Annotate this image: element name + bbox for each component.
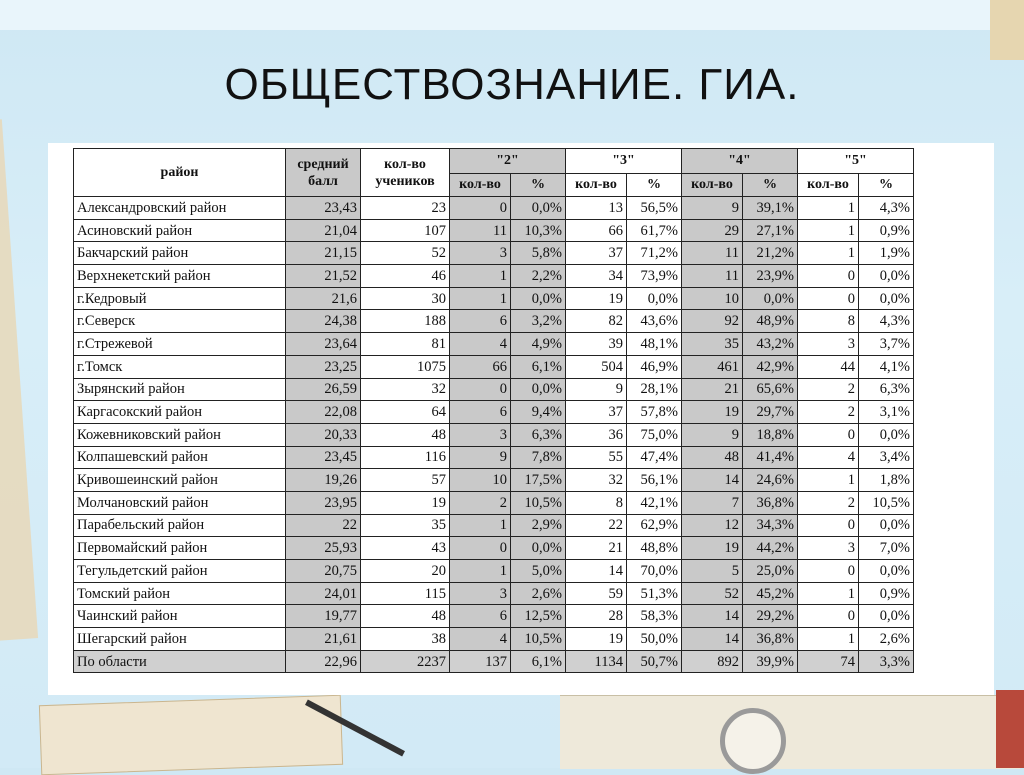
cell-grade2-count: 11: [450, 219, 511, 242]
cell-avg-score: 19,26: [286, 469, 361, 492]
cell-grade5-count: 1: [798, 219, 859, 242]
header-students: кол-во учеников: [361, 149, 450, 197]
cell-students: 115: [361, 582, 450, 605]
cell-grade2-percent: 0,0%: [511, 197, 566, 220]
cell-avg-score: 26,59: [286, 378, 361, 401]
cell-grade5-count: 1: [798, 628, 859, 651]
header-grade-4: "4": [682, 149, 798, 174]
header-district: район: [74, 149, 286, 197]
cell-grade4-percent: 29,2%: [743, 605, 798, 628]
cell-grade5-percent: 3,3%: [859, 650, 914, 673]
cell-grade3-percent: 56,5%: [627, 197, 682, 220]
cell-grade5-percent: 0,0%: [859, 605, 914, 628]
table-row: [74, 287, 914, 310]
subheader-percent: %: [627, 174, 682, 197]
cell-grade4-count: 21: [682, 378, 743, 401]
cell-grade2-count: 0: [450, 378, 511, 401]
cell-district: Александровский район: [74, 197, 286, 220]
cell-grade3-count: 34: [566, 265, 627, 288]
cell-grade3-count: 9: [566, 378, 627, 401]
cell-students: 81: [361, 333, 450, 356]
table-row: [74, 514, 914, 537]
cell-grade2-count: 6: [450, 401, 511, 424]
cell-grade4-count: 11: [682, 242, 743, 265]
cell-students: 32: [361, 378, 450, 401]
cell-grade3-count: 55: [566, 446, 627, 469]
cell-grade2-count: 2: [450, 491, 511, 514]
cell-grade4-count: 29: [682, 219, 743, 242]
cell-grade4-percent: 41,4%: [743, 446, 798, 469]
cell-grade5-percent: 4,3%: [859, 310, 914, 333]
cell-avg-score: 21,52: [286, 265, 361, 288]
table-row: [74, 491, 914, 514]
table-body: [74, 197, 914, 673]
cell-grade3-percent: 51,3%: [627, 582, 682, 605]
cell-grade5-percent: 6,3%: [859, 378, 914, 401]
cell-grade3-percent: 47,4%: [627, 446, 682, 469]
cell-grade3-count: 19: [566, 287, 627, 310]
table-row: [74, 219, 914, 242]
cell-grade3-count: 59: [566, 582, 627, 605]
cell-avg-score: 23,45: [286, 446, 361, 469]
cell-district: г.Кедровый: [74, 287, 286, 310]
cell-avg-score: 23,64: [286, 333, 361, 356]
cell-grade4-percent: 43,2%: [743, 333, 798, 356]
cell-grade2-percent: 6,1%: [511, 355, 566, 378]
cell-grade5-count: 1: [798, 469, 859, 492]
cell-grade2-count: 1: [450, 514, 511, 537]
cell-grade5-percent: 1,9%: [859, 242, 914, 265]
cell-grade4-percent: 44,2%: [743, 537, 798, 560]
cell-grade2-percent: 0,0%: [511, 378, 566, 401]
top-band: [0, 0, 1024, 30]
cell-grade3-percent: 0,0%: [627, 287, 682, 310]
cell-students: 46: [361, 265, 450, 288]
cell-grade5-percent: 3,4%: [859, 446, 914, 469]
table-total-row: [74, 650, 914, 673]
cell-grade2-percent: 5,8%: [511, 242, 566, 265]
cell-grade2-count: 6: [450, 605, 511, 628]
cell-grade5-count: 3: [798, 333, 859, 356]
cell-grade4-count: 14: [682, 605, 743, 628]
cell-grade2-percent: 4,9%: [511, 333, 566, 356]
cell-grade4-percent: 36,8%: [743, 628, 798, 651]
decorative-paper-right: [990, 0, 1024, 60]
cell-grade5-percent: 10,5%: [859, 491, 914, 514]
table-row: [74, 469, 914, 492]
cell-grade4-count: 19: [682, 537, 743, 560]
cell-avg-score: 22,08: [286, 401, 361, 424]
cell-avg-score: 20,75: [286, 560, 361, 583]
cell-grade5-count: 2: [798, 401, 859, 424]
cell-grade2-percent: 6,1%: [511, 650, 566, 673]
subheader-percent: %: [511, 174, 566, 197]
cell-district: Бакчарский район: [74, 242, 286, 265]
cell-district: Первомайский район: [74, 537, 286, 560]
cell-grade5-percent: 0,0%: [859, 287, 914, 310]
cell-grade5-percent: 0,9%: [859, 219, 914, 242]
subheader-count: кол-во: [682, 174, 743, 197]
cell-grade3-count: 1134: [566, 650, 627, 673]
cell-grade2-count: 0: [450, 537, 511, 560]
cell-grade5-count: 44: [798, 355, 859, 378]
cell-avg-score: 21,6: [286, 287, 361, 310]
cell-grade5-count: 8: [798, 310, 859, 333]
cell-grade2-count: 3: [450, 423, 511, 446]
cell-grade4-percent: 18,8%: [743, 423, 798, 446]
cell-grade4-count: 7: [682, 491, 743, 514]
cell-grade4-count: 48: [682, 446, 743, 469]
cell-grade4-percent: 21,2%: [743, 242, 798, 265]
cell-grade5-count: 0: [798, 265, 859, 288]
cell-grade4-count: 9: [682, 197, 743, 220]
cell-district: Зырянский район: [74, 378, 286, 401]
cell-grade5-count: 0: [798, 560, 859, 583]
cell-grade3-percent: 48,8%: [627, 537, 682, 560]
cell-grade5-percent: 3,7%: [859, 333, 914, 356]
cell-grade4-percent: 25,0%: [743, 560, 798, 583]
cell-grade3-percent: 42,1%: [627, 491, 682, 514]
cell-grade4-percent: 65,6%: [743, 378, 798, 401]
table-row: [74, 446, 914, 469]
cell-district: Чаинский район: [74, 605, 286, 628]
cell-district: Тегульдетский район: [74, 560, 286, 583]
cell-grade4-percent: 36,8%: [743, 491, 798, 514]
cell-grade4-count: 11: [682, 265, 743, 288]
cell-grade5-percent: 0,0%: [859, 265, 914, 288]
cell-avg-score: 21,04: [286, 219, 361, 242]
cell-grade2-percent: 0,0%: [511, 287, 566, 310]
cell-grade4-count: 19: [682, 401, 743, 424]
cell-grade4-count: 35: [682, 333, 743, 356]
cell-grade2-count: 4: [450, 333, 511, 356]
cell-district: Верхнекетский район: [74, 265, 286, 288]
cell-grade3-percent: 57,8%: [627, 401, 682, 424]
cell-district: Шегарский район: [74, 628, 286, 651]
cell-students: 52: [361, 242, 450, 265]
cell-grade3-percent: 61,7%: [627, 219, 682, 242]
table-row: [74, 560, 914, 583]
cell-grade5-count: 2: [798, 491, 859, 514]
cell-students: 20: [361, 560, 450, 583]
magnifier-icon: [720, 708, 786, 774]
cell-grade3-percent: 50,7%: [627, 650, 682, 673]
header-grade-2: "2": [450, 149, 566, 174]
cell-grade5-percent: 7,0%: [859, 537, 914, 560]
cell-grade5-count: 1: [798, 582, 859, 605]
cell-students: 30: [361, 287, 450, 310]
cell-grade4-count: 9: [682, 423, 743, 446]
cell-grade3-percent: 46,9%: [627, 355, 682, 378]
table-row: [74, 355, 914, 378]
cell-grade3-count: 36: [566, 423, 627, 446]
table-row: [74, 242, 914, 265]
cell-avg-score: 20,33: [286, 423, 361, 446]
cell-grade4-percent: 42,9%: [743, 355, 798, 378]
decorative-paper-bottom: [560, 695, 1020, 769]
cell-grade4-percent: 34,3%: [743, 514, 798, 537]
cell-grade2-percent: 10,5%: [511, 628, 566, 651]
cell-grade5-count: 1: [798, 242, 859, 265]
cell-district: Молчановский район: [74, 491, 286, 514]
cell-grade5-count: 4: [798, 446, 859, 469]
results-table: [73, 148, 914, 673]
cell-grade5-count: 0: [798, 287, 859, 310]
cell-district: Кожевниковский район: [74, 423, 286, 446]
cell-grade2-count: 3: [450, 242, 511, 265]
cell-students: 57: [361, 469, 450, 492]
cell-grade4-count: 10: [682, 287, 743, 310]
cell-grade2-percent: 2,6%: [511, 582, 566, 605]
cell-students: 43: [361, 537, 450, 560]
subheader-percent: %: [743, 174, 798, 197]
cell-grade2-count: 4: [450, 628, 511, 651]
cell-grade3-count: 37: [566, 401, 627, 424]
cell-grade2-percent: 2,2%: [511, 265, 566, 288]
table-row: [74, 378, 914, 401]
cell-grade3-count: 82: [566, 310, 627, 333]
cell-grade3-count: 37: [566, 242, 627, 265]
cell-grade5-percent: 1,8%: [859, 469, 914, 492]
cell-district: Асиновский район: [74, 219, 286, 242]
cell-grade4-count: 14: [682, 628, 743, 651]
cell-district: Томский район: [74, 582, 286, 605]
cell-grade5-percent: 2,6%: [859, 628, 914, 651]
header-avg-score: средний балл: [286, 149, 361, 197]
cell-grade2-count: 1: [450, 265, 511, 288]
cell-students: 23: [361, 197, 450, 220]
cell-students: 116: [361, 446, 450, 469]
subheader-count: кол-во: [798, 174, 859, 197]
cell-grade5-count: 0: [798, 605, 859, 628]
table-row: [74, 310, 914, 333]
cell-grade3-count: 19: [566, 628, 627, 651]
cell-grade4-percent: 0,0%: [743, 287, 798, 310]
cell-grade3-percent: 28,1%: [627, 378, 682, 401]
cell-grade2-count: 3: [450, 582, 511, 605]
cell-grade5-percent: 0,0%: [859, 514, 914, 537]
cell-grade2-percent: 12,5%: [511, 605, 566, 628]
decorative-notebook: [39, 695, 343, 775]
cell-avg-score: 24,01: [286, 582, 361, 605]
cell-grade5-count: 74: [798, 650, 859, 673]
cell-avg-score: 21,61: [286, 628, 361, 651]
cell-grade5-percent: 0,0%: [859, 560, 914, 583]
cell-grade4-count: 5: [682, 560, 743, 583]
cell-grade2-percent: 2,9%: [511, 514, 566, 537]
cell-grade2-count: 1: [450, 560, 511, 583]
cell-avg-score: 23,43: [286, 197, 361, 220]
cell-grade3-count: 504: [566, 355, 627, 378]
cell-grade5-count: 0: [798, 514, 859, 537]
cell-grade5-percent: 3,1%: [859, 401, 914, 424]
cell-grade3-percent: 62,9%: [627, 514, 682, 537]
cell-avg-score: 23,25: [286, 355, 361, 378]
table-row: [74, 605, 914, 628]
decorative-paper-left: [0, 119, 38, 641]
cell-avg-score: 19,77: [286, 605, 361, 628]
cell-grade3-count: 66: [566, 219, 627, 242]
cell-grade2-count: 66: [450, 355, 511, 378]
subheader-count: кол-во: [450, 174, 511, 197]
cell-avg-score: 23,95: [286, 491, 361, 514]
cell-students: 48: [361, 605, 450, 628]
cell-district: г.Стрежевой: [74, 333, 286, 356]
cell-grade4-percent: 39,9%: [743, 650, 798, 673]
cell-grade2-percent: 7,8%: [511, 446, 566, 469]
cell-grade3-percent: 75,0%: [627, 423, 682, 446]
cell-district: По области: [74, 650, 286, 673]
cell-grade4-count: 12: [682, 514, 743, 537]
cell-students: 35: [361, 514, 450, 537]
cell-grade2-percent: 5,0%: [511, 560, 566, 583]
cell-grade2-count: 1: [450, 287, 511, 310]
cell-district: Кривошеинский район: [74, 469, 286, 492]
cell-grade5-percent: 4,1%: [859, 355, 914, 378]
cell-grade3-count: 13: [566, 197, 627, 220]
cell-grade2-percent: 17,5%: [511, 469, 566, 492]
cell-avg-score: 24,38: [286, 310, 361, 333]
cell-students: 38: [361, 628, 450, 651]
cell-grade2-count: 137: [450, 650, 511, 673]
cell-grade2-count: 9: [450, 446, 511, 469]
subheader-count: кол-во: [566, 174, 627, 197]
cell-grade4-percent: 45,2%: [743, 582, 798, 605]
cell-grade5-count: 1: [798, 197, 859, 220]
cell-grade3-percent: 43,6%: [627, 310, 682, 333]
cell-grade3-count: 8: [566, 491, 627, 514]
header-grade-5: "5": [798, 149, 914, 174]
cell-grade4-percent: 48,9%: [743, 310, 798, 333]
cell-grade5-percent: 0,9%: [859, 582, 914, 605]
cell-grade3-percent: 71,2%: [627, 242, 682, 265]
cell-grade4-percent: 24,6%: [743, 469, 798, 492]
cell-avg-score: 22: [286, 514, 361, 537]
cell-grade3-count: 39: [566, 333, 627, 356]
cell-district: Парабельский район: [74, 514, 286, 537]
cell-students: 2237: [361, 650, 450, 673]
cell-grade5-count: 3: [798, 537, 859, 560]
cell-grade2-percent: 0,0%: [511, 537, 566, 560]
cell-grade2-percent: 9,4%: [511, 401, 566, 424]
cell-grade4-count: 52: [682, 582, 743, 605]
subheader-percent: %: [859, 174, 914, 197]
cell-grade4-count: 461: [682, 355, 743, 378]
header-grade-3: "3": [566, 149, 682, 174]
cell-grade5-percent: 0,0%: [859, 423, 914, 446]
cell-grade3-count: 32: [566, 469, 627, 492]
cell-students: 64: [361, 401, 450, 424]
cell-grade4-percent: 27,1%: [743, 219, 798, 242]
cell-avg-score: 25,93: [286, 537, 361, 560]
cell-grade4-count: 892: [682, 650, 743, 673]
cell-grade4-percent: 39,1%: [743, 197, 798, 220]
cell-grade4-count: 14: [682, 469, 743, 492]
cell-students: 188: [361, 310, 450, 333]
table-row: [74, 401, 914, 424]
decorative-book-right: [996, 690, 1024, 768]
cell-students: 48: [361, 423, 450, 446]
slide-title: ОБЩЕСТВОЗНАНИЕ. ГИА.: [224, 60, 800, 109]
cell-grade2-percent: 6,3%: [511, 423, 566, 446]
table-header-row: [74, 149, 914, 174]
cell-grade3-percent: 48,1%: [627, 333, 682, 356]
cell-district: г.Томск: [74, 355, 286, 378]
table-row: [74, 582, 914, 605]
cell-grade2-percent: 3,2%: [511, 310, 566, 333]
cell-grade3-percent: 70,0%: [627, 560, 682, 583]
table-row: [74, 197, 914, 220]
cell-grade4-percent: 23,9%: [743, 265, 798, 288]
cell-grade2-count: 0: [450, 197, 511, 220]
cell-grade4-count: 92: [682, 310, 743, 333]
cell-avg-score: 21,15: [286, 242, 361, 265]
cell-district: Колпашевский район: [74, 446, 286, 469]
table-row: [74, 628, 914, 651]
cell-district: г.Северск: [74, 310, 286, 333]
cell-avg-score: 22,96: [286, 650, 361, 673]
cell-grade3-percent: 56,1%: [627, 469, 682, 492]
cell-district: Каргасокский район: [74, 401, 286, 424]
table-row: [74, 265, 914, 288]
cell-grade3-percent: 58,3%: [627, 605, 682, 628]
cell-grade2-count: 6: [450, 310, 511, 333]
cell-grade2-count: 10: [450, 469, 511, 492]
cell-grade5-count: 2: [798, 378, 859, 401]
cell-students: 19: [361, 491, 450, 514]
cell-grade3-count: 14: [566, 560, 627, 583]
cell-grade3-percent: 73,9%: [627, 265, 682, 288]
cell-students: 1075: [361, 355, 450, 378]
cell-grade4-percent: 29,7%: [743, 401, 798, 424]
cell-grade2-percent: 10,3%: [511, 219, 566, 242]
cell-grade3-count: 22: [566, 514, 627, 537]
table-row: [74, 333, 914, 356]
cell-grade5-percent: 4,3%: [859, 197, 914, 220]
cell-grade3-count: 28: [566, 605, 627, 628]
cell-grade3-percent: 50,0%: [627, 628, 682, 651]
table-row: [74, 423, 914, 446]
cell-grade3-count: 21: [566, 537, 627, 560]
cell-grade2-percent: 10,5%: [511, 491, 566, 514]
table-row: [74, 537, 914, 560]
cell-students: 107: [361, 219, 450, 242]
cell-grade5-count: 0: [798, 423, 859, 446]
